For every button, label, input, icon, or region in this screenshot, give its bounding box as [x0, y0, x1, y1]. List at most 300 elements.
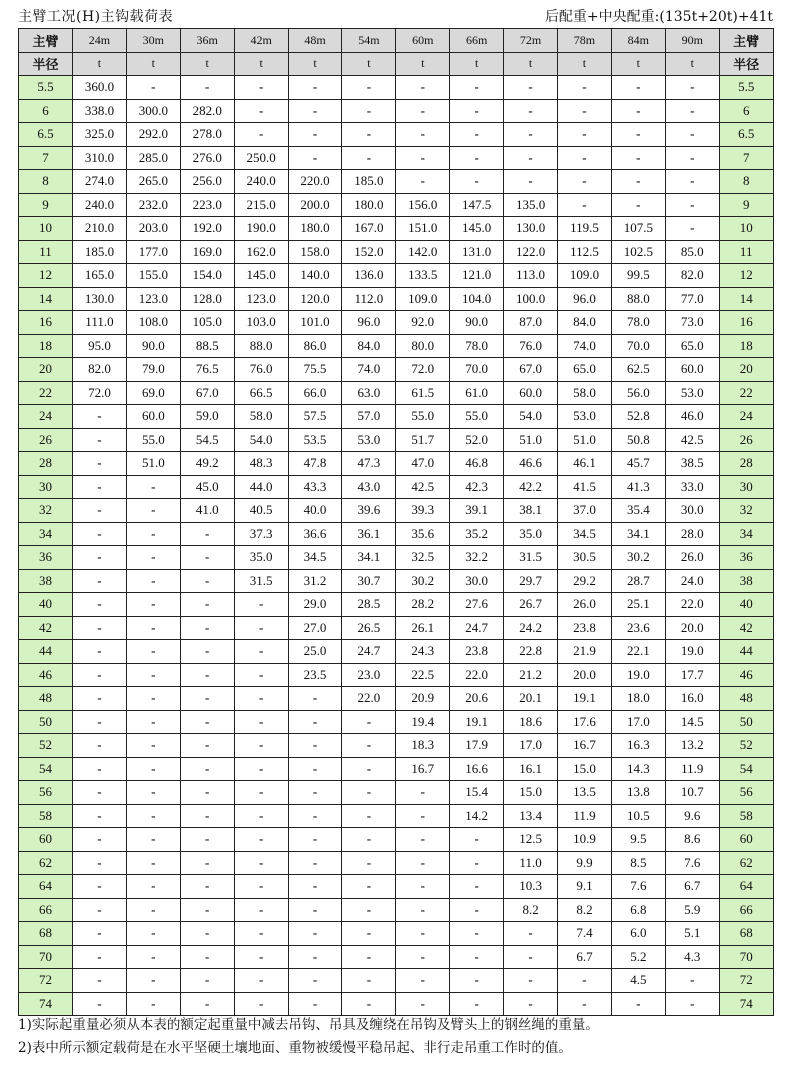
boom-length-header: 78m: [558, 29, 612, 53]
load-value-cell: -: [180, 969, 234, 993]
table-row: [19, 945, 774, 969]
load-value-cell: 75.5: [288, 358, 342, 382]
table-row: [19, 240, 774, 264]
unit-header: t: [665, 52, 719, 76]
load-value-cell: -: [234, 828, 288, 852]
boom-length-header: 48m: [288, 29, 342, 53]
load-value-cell: -: [288, 945, 342, 969]
load-value-cell: -: [126, 945, 180, 969]
load-value-cell: -: [288, 734, 342, 758]
radius-cell-right: 72: [719, 969, 773, 993]
load-value-cell: -: [342, 875, 396, 899]
load-value-cell: 74.0: [558, 334, 612, 358]
corner-boom-label: 主臂: [19, 29, 73, 53]
load-value-cell: 112.5: [558, 240, 612, 264]
load-value-cell: 35.0: [504, 522, 558, 546]
load-value-cell: -: [504, 170, 558, 194]
load-value-cell: -: [665, 123, 719, 147]
load-value-cell: 53.0: [665, 381, 719, 405]
radius-cell: 38: [19, 569, 73, 593]
radius-cell: 54: [19, 757, 73, 781]
load-value-cell: -: [180, 593, 234, 617]
load-value-cell: 169.0: [180, 240, 234, 264]
radius-cell: 20: [19, 358, 73, 382]
load-value-cell: -: [126, 969, 180, 993]
load-value-cell: -: [73, 663, 127, 687]
load-value-cell: 9.1: [558, 875, 612, 899]
table-row: [19, 334, 774, 358]
load-value-cell: -: [611, 170, 665, 194]
load-value-cell: 76.0: [234, 358, 288, 382]
load-value-cell: -: [288, 851, 342, 875]
load-value-cell: -: [180, 992, 234, 1016]
load-value-cell: -: [396, 922, 450, 946]
radius-cell-right: 60: [719, 828, 773, 852]
radius-cell: 7: [19, 146, 73, 170]
radius-cell: 40: [19, 593, 73, 617]
load-value-cell: -: [450, 146, 504, 170]
load-value-cell: -: [611, 146, 665, 170]
load-value-cell: 7.6: [611, 875, 665, 899]
radius-cell-right: 70: [719, 945, 773, 969]
load-value-cell: 121.0: [450, 264, 504, 288]
table-row: [19, 804, 774, 828]
load-value-cell: 22.1: [611, 640, 665, 664]
unit-header: t: [558, 52, 612, 76]
radius-cell: 14: [19, 287, 73, 311]
load-value-cell: 78.0: [450, 334, 504, 358]
table-row: [19, 710, 774, 734]
unit-header: t: [180, 52, 234, 76]
load-value-cell: 26.7: [504, 593, 558, 617]
table-row: [19, 875, 774, 899]
load-value-cell: -: [504, 945, 558, 969]
load-value-cell: 300.0: [126, 99, 180, 123]
load-value-cell: 278.0: [180, 123, 234, 147]
load-value-cell: 53.0: [558, 405, 612, 429]
load-value-cell: -: [180, 757, 234, 781]
load-value-cell: 151.0: [396, 217, 450, 241]
page-header: [18, 4, 773, 26]
table-row: [19, 217, 774, 241]
load-value-cell: 292.0: [126, 123, 180, 147]
load-value-cell: 7.4: [558, 922, 612, 946]
load-value-cell: 56.0: [611, 381, 665, 405]
load-value-cell: 16.0: [665, 687, 719, 711]
load-value-cell: 190.0: [234, 217, 288, 241]
load-value-cell: -: [396, 945, 450, 969]
load-value-cell: -: [558, 969, 612, 993]
radius-cell-right: 42: [719, 616, 773, 640]
load-value-cell: 6.8: [611, 898, 665, 922]
load-value-cell: 41.0: [180, 499, 234, 523]
load-value-cell: -: [396, 170, 450, 194]
load-value-cell: -: [73, 969, 127, 993]
load-value-cell: 102.5: [611, 240, 665, 264]
load-value-cell: 23.6: [611, 616, 665, 640]
load-value-cell: -: [234, 734, 288, 758]
load-value-cell: -: [450, 76, 504, 100]
load-value-cell: -: [665, 217, 719, 241]
load-value-cell: 113.0: [504, 264, 558, 288]
load-value-cell: 67.0: [504, 358, 558, 382]
load-value-cell: 13.8: [611, 781, 665, 805]
load-value-cell: 60.0: [665, 358, 719, 382]
load-value-cell: -: [234, 875, 288, 899]
load-value-cell: 95.0: [73, 334, 127, 358]
load-value-cell: -: [126, 687, 180, 711]
radius-cell: 48: [19, 687, 73, 711]
load-value-cell: -: [342, 710, 396, 734]
load-value-cell: -: [611, 193, 665, 217]
load-value-cell: 100.0: [504, 287, 558, 311]
load-value-cell: 20.6: [450, 687, 504, 711]
radius-cell-right: 16: [719, 311, 773, 335]
load-value-cell: 34.5: [558, 522, 612, 546]
load-value-cell: 14.3: [611, 757, 665, 781]
load-value-cell: 108.0: [126, 311, 180, 335]
load-value-cell: 109.0: [558, 264, 612, 288]
load-value-cell: 26.1: [396, 616, 450, 640]
note-2: 2)表中所示额定载荷是在水平坚硬土壤地面、重物被缓慢平稳吊起、非行走吊重工作时的值。: [18, 1040, 572, 1056]
load-value-cell: -: [665, 99, 719, 123]
load-value-cell: 88.0: [611, 287, 665, 311]
load-value-cell: 72.0: [73, 381, 127, 405]
load-value-cell: 12.5: [504, 828, 558, 852]
load-value-cell: 10.9: [558, 828, 612, 852]
load-value-cell: 51.0: [558, 428, 612, 452]
load-value-cell: 42.5: [665, 428, 719, 452]
load-value-cell: 30.0: [450, 569, 504, 593]
load-value-cell: 53.0: [342, 428, 396, 452]
load-value-cell: -: [288, 922, 342, 946]
load-value-cell: -: [504, 922, 558, 946]
load-value-cell: 70.0: [450, 358, 504, 382]
load-value-cell: -: [450, 851, 504, 875]
radius-cell-right: 6: [719, 99, 773, 123]
load-value-cell: -: [73, 945, 127, 969]
load-value-cell: -: [450, 898, 504, 922]
load-value-cell: 145.0: [450, 217, 504, 241]
load-value-cell: 24.2: [504, 616, 558, 640]
load-value-cell: 265.0: [126, 170, 180, 194]
load-value-cell: -: [73, 757, 127, 781]
load-value-cell: 27.0: [288, 616, 342, 640]
load-value-cell: -: [396, 875, 450, 899]
load-value-cell: -: [342, 828, 396, 852]
load-value-cell: 50.8: [611, 428, 665, 452]
load-value-cell: 31.5: [504, 546, 558, 570]
load-value-cell: 6.0: [611, 922, 665, 946]
load-value-cell: 18.0: [611, 687, 665, 711]
load-value-cell: -: [342, 781, 396, 805]
load-value-cell: -: [611, 992, 665, 1016]
radius-cell: 9: [19, 193, 73, 217]
load-value-cell: 41.5: [558, 475, 612, 499]
load-value-cell: -: [73, 640, 127, 664]
load-value-cell: 185.0: [73, 240, 127, 264]
load-value-cell: -: [234, 76, 288, 100]
load-value-cell: -: [665, 76, 719, 100]
load-value-cell: 18.6: [504, 710, 558, 734]
table-row: [19, 757, 774, 781]
load-value-cell: -: [126, 922, 180, 946]
header-row-boom-length: [19, 29, 774, 53]
table-row: [19, 311, 774, 335]
load-value-cell: 42.5: [396, 475, 450, 499]
load-value-cell: -: [396, 898, 450, 922]
load-value-cell: 45.7: [611, 452, 665, 476]
load-value-cell: 24.7: [450, 616, 504, 640]
load-value-cell: -: [234, 851, 288, 875]
load-value-cell: -: [450, 875, 504, 899]
load-value-cell: -: [126, 781, 180, 805]
load-value-cell: -: [665, 992, 719, 1016]
load-value-cell: 15.4: [450, 781, 504, 805]
load-value-cell: -: [665, 146, 719, 170]
load-value-cell: 167.0: [342, 217, 396, 241]
radius-cell: 62: [19, 851, 73, 875]
load-value-cell: -: [126, 546, 180, 570]
load-value-cell: 5.9: [665, 898, 719, 922]
load-value-cell: 360.0: [73, 76, 127, 100]
table-row: [19, 452, 774, 476]
load-value-cell: -: [180, 734, 234, 758]
radius-cell: 30: [19, 475, 73, 499]
radius-cell: 5.5: [19, 76, 73, 100]
load-value-cell: 34.1: [342, 546, 396, 570]
radius-cell-right: 11: [719, 240, 773, 264]
load-value-cell: -: [611, 99, 665, 123]
load-value-cell: -: [234, 710, 288, 734]
load-value-cell: 8.2: [558, 898, 612, 922]
radius-cell-right: 50: [719, 710, 773, 734]
load-value-cell: 61.5: [396, 381, 450, 405]
radius-cell: 44: [19, 640, 73, 664]
radius-cell-right: 56: [719, 781, 773, 805]
load-value-cell: 23.5: [288, 663, 342, 687]
load-value-cell: 16.3: [611, 734, 665, 758]
load-value-cell: 14.2: [450, 804, 504, 828]
load-value-cell: 9.9: [558, 851, 612, 875]
load-value-cell: 22.5: [396, 663, 450, 687]
radius-cell: 56: [19, 781, 73, 805]
table-row: [19, 687, 774, 711]
load-value-cell: -: [73, 922, 127, 946]
load-value-cell: -: [396, 851, 450, 875]
load-value-cell: 4.3: [665, 945, 719, 969]
load-value-cell: 55.0: [450, 405, 504, 429]
load-value-cell: -: [180, 76, 234, 100]
corner-radius-label-right: 半径: [719, 52, 773, 76]
header-row-unit: [19, 52, 774, 76]
load-value-cell: -: [180, 922, 234, 946]
load-value-cell: -: [73, 452, 127, 476]
load-value-cell: 325.0: [73, 123, 127, 147]
load-value-cell: 85.0: [665, 240, 719, 264]
load-value-cell: 59.0: [180, 405, 234, 429]
unit-header: t: [504, 52, 558, 76]
load-value-cell: -: [180, 804, 234, 828]
load-value-cell: -: [396, 781, 450, 805]
unit-header: t: [450, 52, 504, 76]
radius-cell-right: 66: [719, 898, 773, 922]
load-value-cell: -: [611, 123, 665, 147]
radius-cell: 32: [19, 499, 73, 523]
load-value-cell: 25.0: [288, 640, 342, 664]
radius-cell-right: 32: [719, 499, 773, 523]
load-value-cell: -: [126, 522, 180, 546]
load-value-cell: -: [342, 146, 396, 170]
load-value-cell: -: [180, 616, 234, 640]
load-value-cell: 41.3: [611, 475, 665, 499]
load-value-cell: -: [126, 640, 180, 664]
radius-cell: 58: [19, 804, 73, 828]
load-value-cell: 156.0: [396, 193, 450, 217]
load-value-cell: -: [126, 851, 180, 875]
load-value-cell: 192.0: [180, 217, 234, 241]
table-row: [19, 76, 774, 100]
load-value-cell: 165.0: [73, 264, 127, 288]
load-value-cell: -: [288, 828, 342, 852]
load-value-cell: -: [126, 710, 180, 734]
load-value-cell: 16.6: [450, 757, 504, 781]
table-row: [19, 475, 774, 499]
unit-header: t: [342, 52, 396, 76]
load-value-cell: -: [504, 969, 558, 993]
load-value-cell: 112.0: [342, 287, 396, 311]
radius-cell-right: 74: [719, 992, 773, 1016]
load-value-cell: 17.9: [450, 734, 504, 758]
load-value-cell: 45.0: [180, 475, 234, 499]
load-value-cell: -: [234, 757, 288, 781]
load-value-cell: 66.0: [288, 381, 342, 405]
load-value-cell: 13.5: [558, 781, 612, 805]
load-value-cell: -: [73, 687, 127, 711]
corner-boom-label-right: 主臂: [719, 29, 773, 53]
load-value-cell: 282.0: [180, 99, 234, 123]
table-row: [19, 522, 774, 546]
load-value-cell: 13.4: [504, 804, 558, 828]
load-value-cell: 19.1: [558, 687, 612, 711]
radius-cell: 60: [19, 828, 73, 852]
table-row: [19, 428, 774, 452]
load-value-cell: -: [288, 898, 342, 922]
load-value-cell: -: [126, 828, 180, 852]
load-value-cell: -: [180, 875, 234, 899]
load-value-cell: 52.8: [611, 405, 665, 429]
load-value-cell: 13.2: [665, 734, 719, 758]
load-value-cell: -: [73, 734, 127, 758]
load-value-cell: -: [126, 475, 180, 499]
radius-cell-right: 68: [719, 922, 773, 946]
load-value-cell: -: [665, 170, 719, 194]
load-value-cell: 200.0: [288, 193, 342, 217]
load-value-cell: 30.2: [611, 546, 665, 570]
load-value-cell: 4.5: [611, 969, 665, 993]
boom-length-header: 90m: [665, 29, 719, 53]
notes: [18, 1014, 778, 1060]
load-value-cell: 55.0: [126, 428, 180, 452]
table-row: [19, 170, 774, 194]
table-row: [19, 734, 774, 758]
load-value-cell: -: [396, 828, 450, 852]
load-value-cell: 26.5: [342, 616, 396, 640]
radius-cell: 16: [19, 311, 73, 335]
load-value-cell: 87.0: [504, 311, 558, 335]
load-value-cell: 24.0: [665, 569, 719, 593]
load-value-cell: -: [126, 804, 180, 828]
load-value-cell: -: [450, 969, 504, 993]
radius-cell-right: 40: [719, 593, 773, 617]
load-value-cell: 31.5: [234, 569, 288, 593]
load-value-cell: 215.0: [234, 193, 288, 217]
load-value-cell: 223.0: [180, 193, 234, 217]
load-value-cell: 46.6: [504, 452, 558, 476]
table-row: [19, 381, 774, 405]
load-value-cell: 37.0: [558, 499, 612, 523]
load-value-cell: -: [504, 99, 558, 123]
radius-cell: 10: [19, 217, 73, 241]
radius-cell-right: 46: [719, 663, 773, 687]
load-value-cell: -: [558, 99, 612, 123]
table-row: [19, 593, 774, 617]
radius-cell-right: 38: [719, 569, 773, 593]
load-value-cell: -: [558, 146, 612, 170]
load-value-cell: 210.0: [73, 217, 127, 241]
load-value-cell: 338.0: [73, 99, 127, 123]
load-value-cell: -: [73, 851, 127, 875]
load-value-cell: -: [180, 663, 234, 687]
load-value-cell: 285.0: [126, 146, 180, 170]
load-value-cell: 57.0: [342, 405, 396, 429]
load-value-cell: 7.6: [665, 851, 719, 875]
radius-cell: 42: [19, 616, 73, 640]
load-value-cell: -: [126, 76, 180, 100]
load-value-cell: -: [234, 123, 288, 147]
load-value-cell: 135.0: [504, 193, 558, 217]
load-value-cell: -: [396, 992, 450, 1016]
radius-cell: 74: [19, 992, 73, 1016]
load-value-cell: 36.6: [288, 522, 342, 546]
load-value-cell: -: [342, 851, 396, 875]
radius-cell-right: 44: [719, 640, 773, 664]
table-row: [19, 569, 774, 593]
load-value-cell: 21.2: [504, 663, 558, 687]
load-value-cell: -: [73, 499, 127, 523]
radius-cell-right: 28: [719, 452, 773, 476]
load-value-cell: -: [288, 146, 342, 170]
radius-cell-right: 9: [719, 193, 773, 217]
load-value-cell: 120.0: [288, 287, 342, 311]
load-value-cell: -: [342, 757, 396, 781]
load-value-cell: -: [126, 616, 180, 640]
load-value-cell: 28.5: [342, 593, 396, 617]
load-value-cell: 131.0: [450, 240, 504, 264]
load-value-cell: 5.1: [665, 922, 719, 946]
load-value-cell: 15.0: [558, 757, 612, 781]
boom-length-header: 36m: [180, 29, 234, 53]
unit-header: t: [234, 52, 288, 76]
load-value-cell: 128.0: [180, 287, 234, 311]
load-value-cell: -: [288, 969, 342, 993]
load-value-cell: -: [288, 99, 342, 123]
load-value-cell: 22.8: [504, 640, 558, 664]
load-value-cell: 8.5: [611, 851, 665, 875]
table-row: [19, 663, 774, 687]
load-value-cell: 154.0: [180, 264, 234, 288]
load-value-cell: 276.0: [180, 146, 234, 170]
